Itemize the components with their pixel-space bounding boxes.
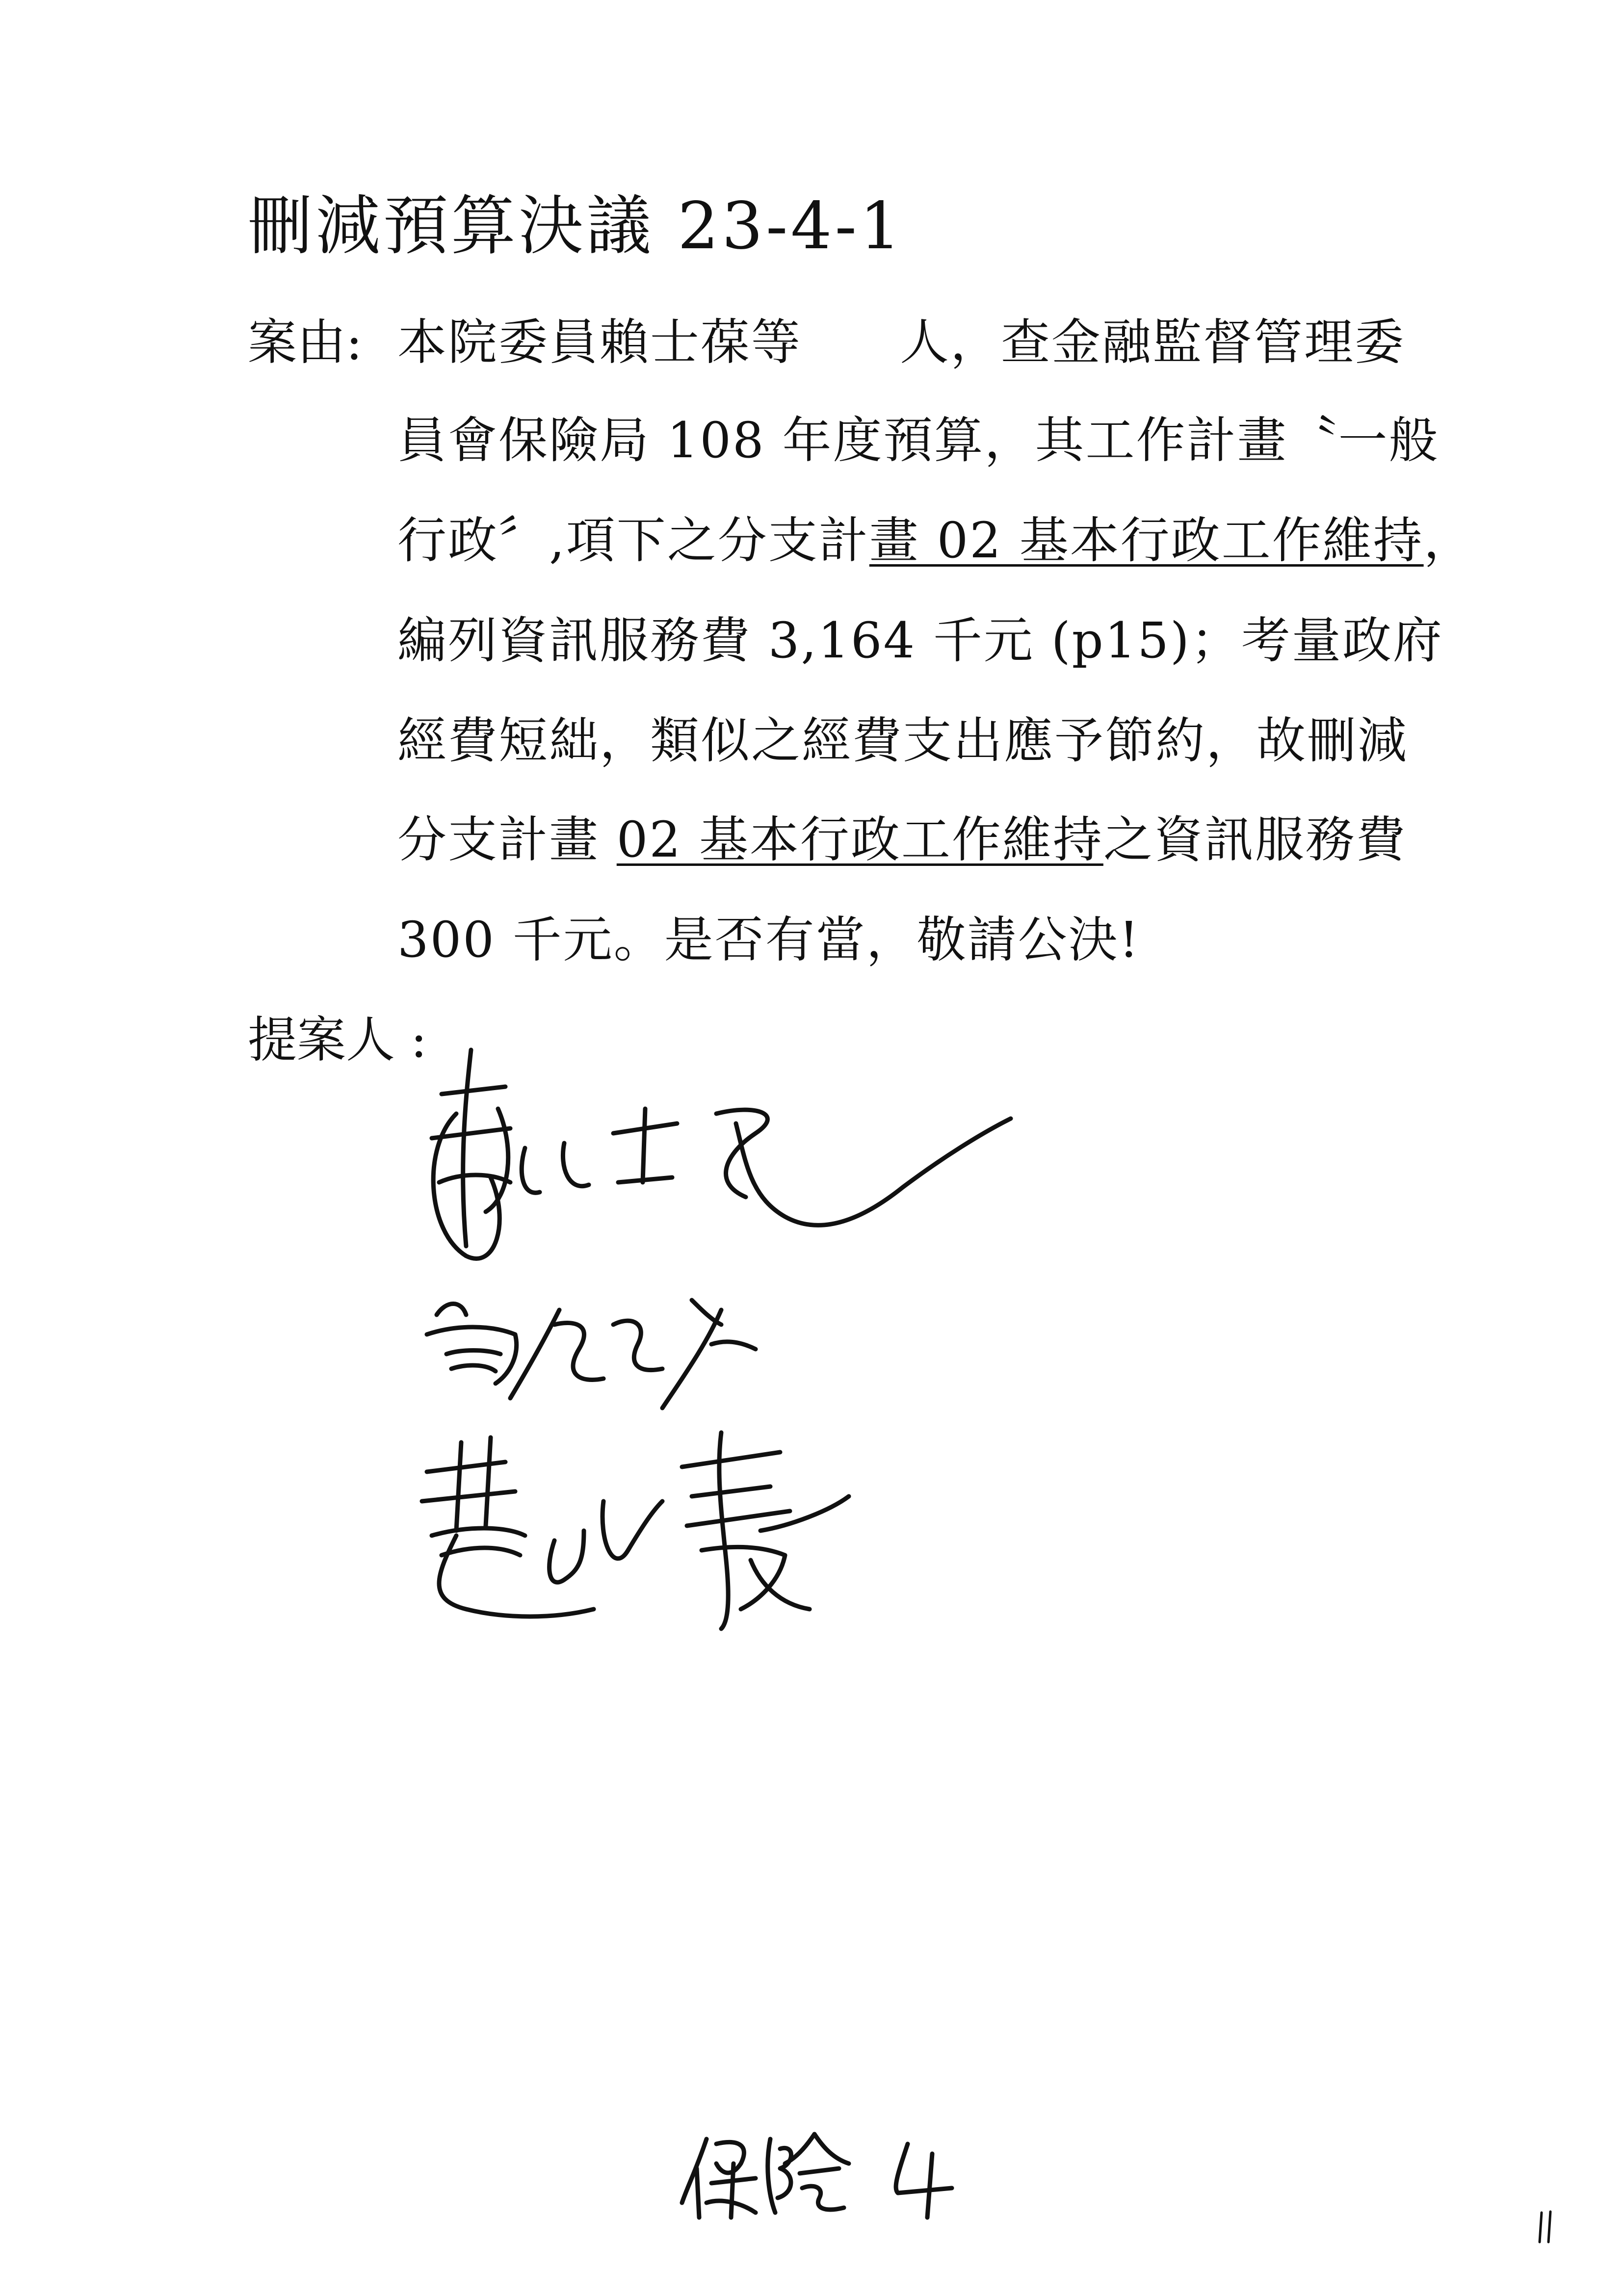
reason-line-6-b: 之資訊服務費: [1103, 811, 1407, 868]
reason-label: 案由:: [248, 313, 363, 371]
page-number-mark: [1536, 2208, 1555, 2247]
reason-line-6-underlined: 02 基本行政工作維持: [616, 811, 1103, 868]
reason-line-5: 經費短絀，類似之經費支出應予節約，故刪減: [397, 712, 1408, 769]
reason-line-4: 編列資訊服務費 3,164 千元 (p15)；考量政府: [397, 612, 1443, 669]
proposer-label: 提案人 :: [248, 1011, 427, 1069]
reason-line-3: [397, 512, 1474, 569]
signature-3: [407, 1413, 908, 1658]
handwritten-footer-note: [677, 2119, 981, 2227]
reason-line-6-a: 分支計畫: [397, 811, 600, 868]
reason-line-3-underlined: 畫 02 基本行政工作維持: [869, 512, 1424, 569]
signature-1: [412, 1035, 1030, 1310]
document-title: 刪減預算決議 23-4-1: [248, 188, 904, 264]
reason-line-3-b: ，: [1423, 512, 1474, 569]
reason-line-6: [397, 811, 1407, 868]
reason-line-7: 300 千元。是否有當，敬請公決!: [397, 911, 1140, 968]
reason-line-1-b: 人，查金融監督管理委: [900, 313, 1405, 371]
reason-line-1-a: 本院委員賴士葆等: [397, 313, 802, 371]
signature-2: [417, 1280, 790, 1428]
reason-line-1: [397, 313, 1405, 371]
reason-line-2: 員會保險局 108 年度預算，其工作計畫〝一般: [397, 412, 1440, 469]
reason-line-3-a: 行政〞,項下之分支計: [397, 512, 869, 569]
